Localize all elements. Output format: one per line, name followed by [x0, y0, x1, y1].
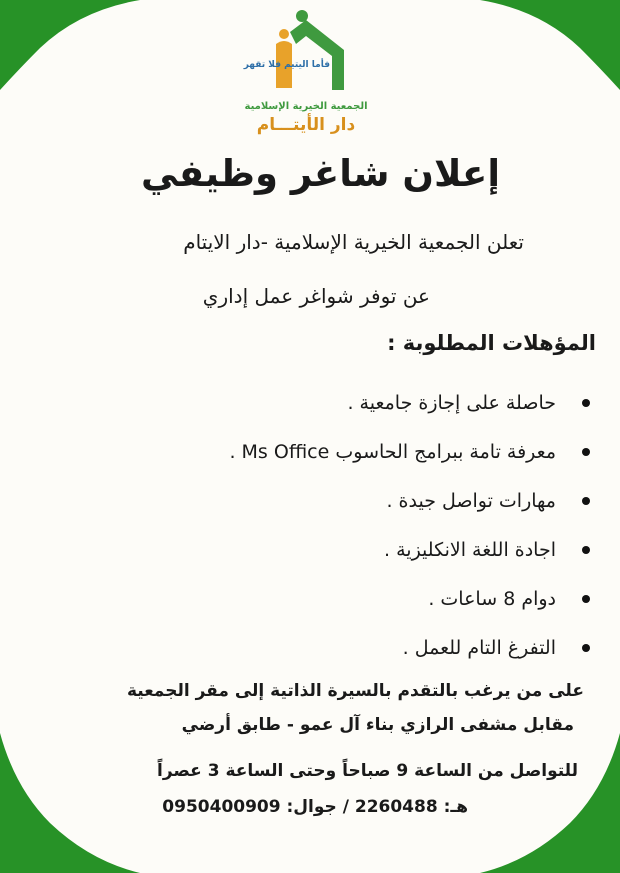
corner-decoration-bottom-left [0, 733, 140, 873]
intro-line-2: عن توفر شواغر عمل إداري [202, 284, 430, 308]
corner-decoration-top-right [480, 0, 620, 90]
corner-decoration-top-left [0, 0, 140, 90]
corner-decoration-bottom-right [480, 733, 620, 873]
list-item [70, 525, 590, 574]
page-title: إعلان شاغر وظيفي [141, 152, 500, 195]
bullet-icon [582, 399, 590, 407]
logo-brand-name: دار الأيتـــام [256, 115, 356, 135]
qualification-text: اجادة اللغة الانكليزية . [384, 538, 556, 561]
application-instructions: على من يرغب بالتقدم بالسيرة الذاتية إلى مقر الجمعية [126, 681, 584, 701]
list-item [70, 623, 590, 672]
list-item [70, 427, 590, 476]
qualification-text: معرفة تامة ببرامج الحاسوب Ms Office . [229, 440, 556, 463]
bullet-icon [582, 497, 590, 505]
contact-phones: هـ: 2260488 / جوال: 0950400909 [162, 797, 468, 817]
bullet-icon [582, 644, 590, 652]
qualification-text: مهارات تواصل جيدة . [386, 489, 556, 512]
logo-organization-name: الجمعية الخيرية الإسلامية [244, 101, 368, 112]
list-item [70, 574, 590, 623]
qualifications-heading: المؤهلات المطلوبة : [387, 331, 596, 355]
qualifications-list [70, 378, 590, 672]
contact-hours: للتواصل من الساعة 9 صباحاً وحتى الساعة 3 عصراً [157, 761, 578, 781]
logo-slogan: فأما اليتيم فلا تقهر [243, 60, 330, 70]
qualification-text: دوام 8 ساعات . [428, 587, 556, 610]
bullet-icon [582, 595, 590, 603]
intro-line-1: تعلن الجمعية الخيرية الإسلامية -دار الايتام [183, 230, 524, 254]
list-item [70, 378, 590, 427]
bullet-icon [582, 546, 590, 554]
qualification-text: حاصلة على إجازة جامعية . [347, 391, 556, 414]
house-emblem-icon [244, 6, 368, 102]
organization-logo [244, 6, 368, 138]
list-item [70, 476, 590, 525]
bullet-icon [582, 448, 590, 456]
qualification-text: التفرغ التام للعمل . [402, 636, 556, 659]
office-address: مقابل مشفى الرازي بناء آل عمو - طابق أرضي [181, 715, 574, 735]
